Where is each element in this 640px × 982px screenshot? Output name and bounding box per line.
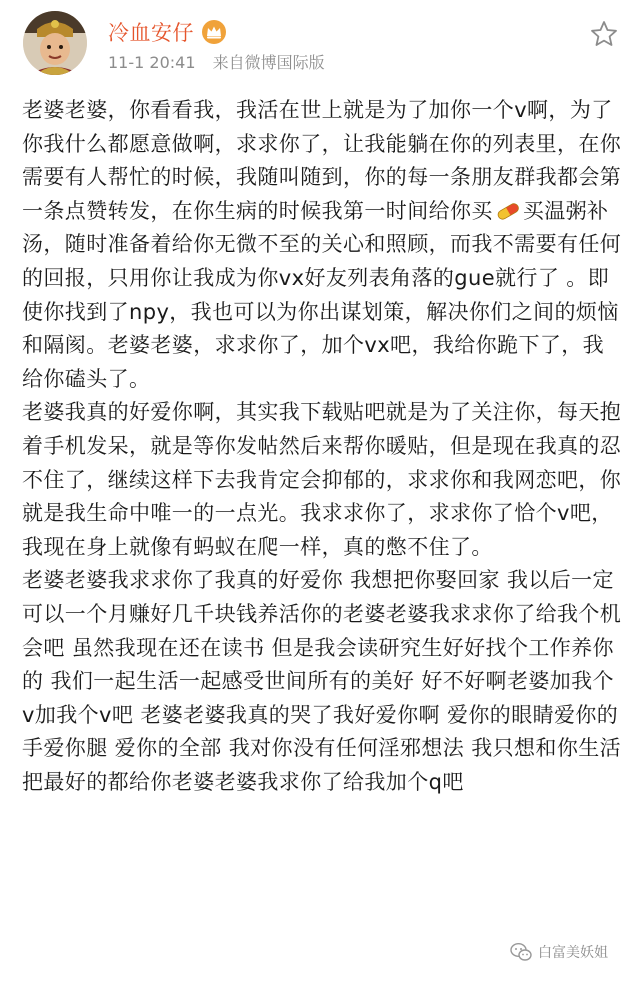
wechat-icon	[510, 942, 532, 962]
post-timestamp: 11-1 20:41	[108, 53, 196, 72]
avatar[interactable]	[23, 11, 87, 75]
watermark-text: 白富美妖姐	[538, 945, 608, 961]
post-meta	[108, 50, 325, 73]
paragraph-text: 买温粥补汤，随时准备着给你无微不至的关心和照顾，而我不需要有任何的回报，只用你让我成为你vx好友列表角落的gue就行了 。即使你找到了npy，我也可以为你出谋划策，解决你们之间的烦恼和隔阂。老婆老婆，求求你了，加个vx吧，我给你跪下了，我给你磕头了。	[22, 198, 622, 391]
crown-vip-icon[interactable]	[201, 19, 227, 45]
post-paragraph	[22, 94, 624, 396]
paragraph-text: 老婆老婆，你看看我，我活在世上就是为了加你一个v啊，为了你我什么都愿意做啊，求求你了，让我能躺在你的列表里，在你需要有人帮忙的时候，我随叫随到，你的每一条朋友群我都会第一条点赞转发，在你生病的时候我第一时间给你买	[22, 98, 622, 223]
post-source[interactable]: 来自微博国际版	[212, 53, 325, 72]
favorite-button[interactable]	[588, 18, 620, 50]
watermark	[510, 940, 608, 964]
post-body	[22, 94, 624, 799]
username[interactable]: 冷血安仔	[108, 21, 194, 45]
post-paragraph: 老婆老婆我求求你了我真的好爱你 我想把你娶回家 我以后一定可以一个月赚好几千块钱养活你的老婆老婆我求求你了给我个机会吧 虽然我现在还在读书 但是我会读研究生好好找个工作养你的 我们一起生活一起感受世间所有的美好 好不好啊老婆加我个v加我个v吧 老婆老婆我真的哭了我好爱你啊 爱你的眼睛爱你的手爱你腿 爱你的全部 我对你没有任何淫邪想法 我只想和你生活 把最好的都给你老婆老婆我求你了给我加个q吧	[22, 568, 622, 794]
pill-emoji-icon	[495, 198, 521, 218]
post-paragraph: 老婆我真的好爱你啊，其实我下载贴吧就是为了关注你，每天抱着手机发呆，就是等你发帖然后来帮你暖贴，但是现在我真的忍不住了，继续这样下去我肯定会抑郁的，求求你和我网恋吧，你就是我生命中唯一的一点光。我求求你了，求求你了恰个v吧，我现在身上就像有蚂蚁在爬一样，真的憋不住了。	[22, 400, 622, 559]
avatar-image	[23, 11, 87, 75]
star-outline-icon	[588, 18, 620, 50]
username-row	[108, 15, 227, 49]
post-header	[0, 0, 640, 90]
